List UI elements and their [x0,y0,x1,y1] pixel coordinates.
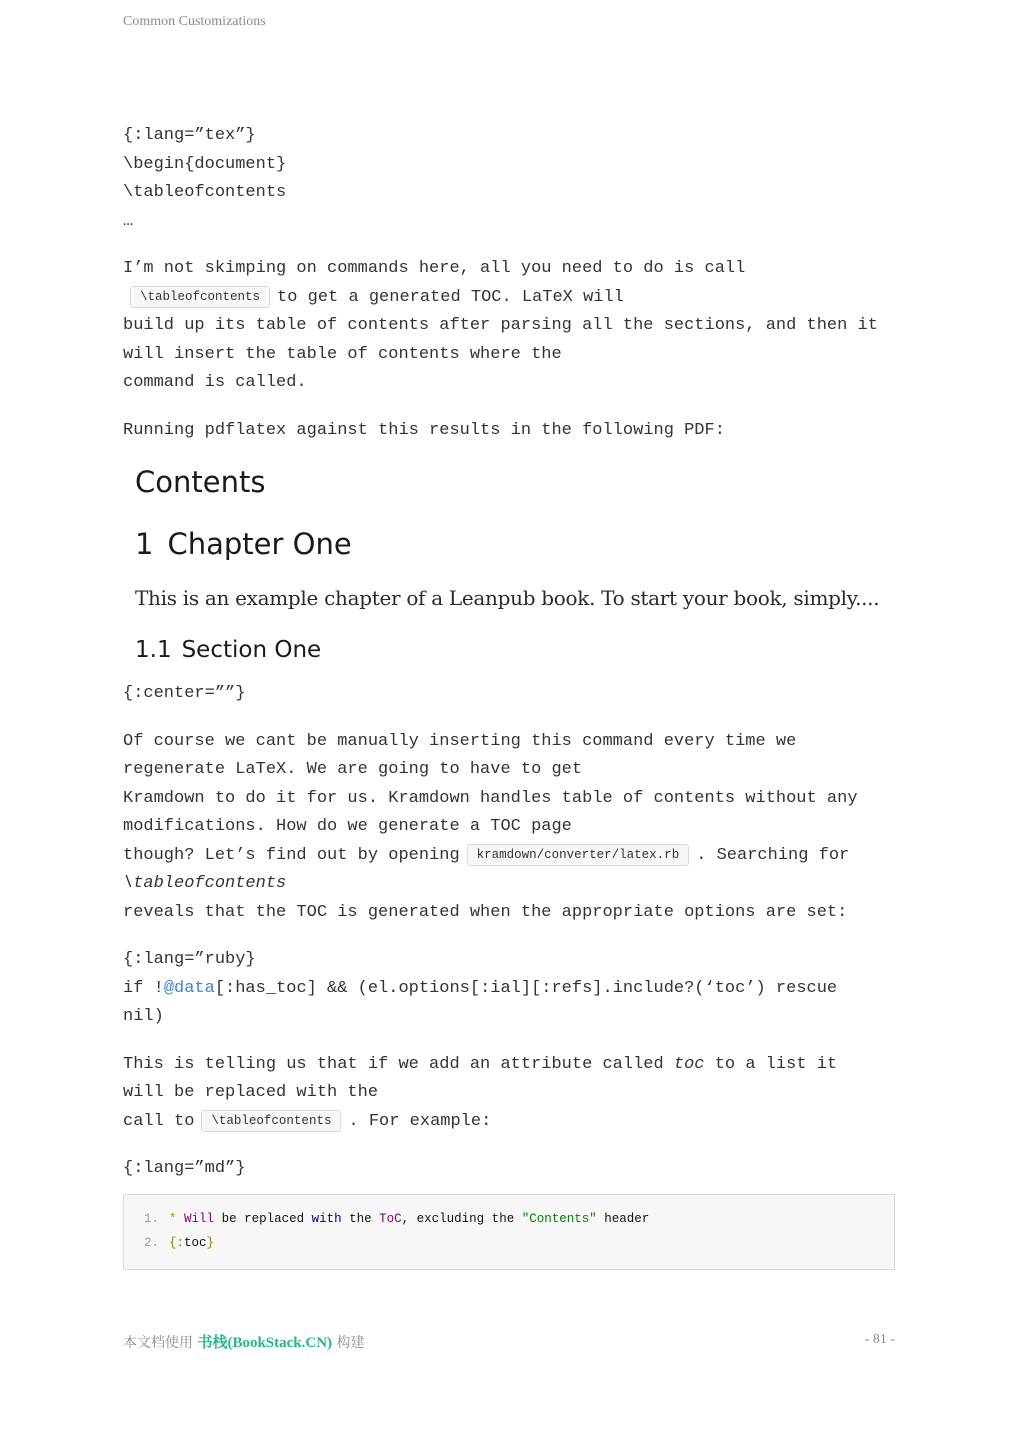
text-fragment: This is telling us that if we add an attribute called [123,1054,664,1074]
code-token: be replaced [221,1211,305,1226]
code-token: toc [184,1235,207,1250]
bookstack-link[interactable]: 书栈(BookStack.CN) [197,1335,333,1351]
pdf-chapter-body: This is an example chapter of a Leanpub book. To start your book, simply.... [135,586,880,610]
pdf-chapter-number: 1 [135,527,154,561]
text-line [123,1051,895,1080]
footer-prefix: 本文档使用 [123,1335,193,1351]
text-line: nil) [123,1007,164,1026]
text-fragment: . For example: [348,1111,492,1131]
page-content [123,122,895,1270]
pdf-section-number: 1.1 [135,637,172,663]
inline-code: kramdown/converter/latex.rb [467,844,690,866]
italic-word: toc [673,1054,705,1074]
page-number: - 81 - [864,1332,895,1347]
text-fragment: if ! [123,978,164,998]
md-attribute: {:lang=”md”} [123,1159,246,1178]
text-line: … [123,211,134,231]
pdf-contents-heading: Contents [135,465,266,499]
text-fragment: to a list it [714,1054,838,1074]
text-fragment: though? Let’s find out by opening [123,845,460,865]
footer-suffix: 构建 [336,1335,365,1351]
text-line: reveals that the TOC is generated when the appropriate options are set: [123,902,848,922]
text-line: Kramdown to do it for us. Kramdown handles table of contents without any [123,788,858,808]
code-token: * [169,1211,177,1226]
text-line [123,284,895,313]
text-line: {:lang=”ruby} [123,950,256,969]
text-fragment: to get a generated TOC. LaTeX will [277,287,624,307]
inline-code: \tableofcontents [130,286,270,308]
ruby-snippet [123,946,895,1032]
text-line: regenerate LaTeX. We are going to have to get [123,760,583,779]
code-block [123,1194,895,1270]
inline-code: \tableofcontents [201,1110,341,1132]
pdf-chapter-heading [135,526,895,562]
line-number: 1. [144,1211,160,1226]
line-number: 2. [144,1235,160,1250]
italic-text-line: \tableofcontents [123,874,287,893]
paragraph-kramdown [123,728,895,928]
text-line: build up its table of contents after parsing all the sections, and then it [123,316,878,335]
tex-attribute-block [123,122,895,236]
code-token: {: [169,1235,185,1250]
text-line: modifications. How do we generate a TOC page [123,817,572,836]
text-line: I’m not skimping on commands here, all you need to do is call [123,259,746,278]
pdf-chapter-title: Chapter One [167,527,352,561]
paragraph-tableofcontents [123,255,895,398]
text-line: will be replaced with the [123,1083,379,1102]
text-line [123,1108,895,1137]
paragraph-pdflatex: Running pdflatex against this results in the following PDF: [123,420,725,440]
text-line [123,975,895,1004]
text-line: command is called. [123,373,307,392]
center-attribute: {:center=””} [123,684,246,703]
code-token: , excluding the [401,1211,515,1226]
pdf-preview-image [135,464,895,666]
code-token: with [311,1211,342,1226]
text-line: \begin{document} [123,154,287,174]
code-token: } [206,1235,215,1250]
text-fragment: call to [123,1111,195,1131]
text-line [123,842,895,871]
data-link[interactable]: @data [163,978,215,998]
text-line: {:lang=”tex”} [123,126,256,145]
running-head: Common Customizations [123,14,266,29]
code-token: ToC [379,1211,402,1226]
code-token: Will [184,1211,215,1226]
code-token: "Contents" [521,1211,597,1226]
code-token: the [349,1211,372,1226]
code-token: header [604,1211,650,1226]
text-fragment: [:has_toc] && (el.options[:ial][:refs].include?(‘toc’) rescue [214,978,838,998]
text-line: Of course we cant be manually inserting this command every time we [123,731,797,751]
text-line: will insert the table of contents where the [123,344,562,364]
text-line: \tableofcontents [123,183,287,202]
code-line [124,1231,894,1255]
pdf-section-heading [135,634,895,666]
text-fragment: . Searching for [696,845,850,865]
paragraph-toc-attribute [123,1051,895,1137]
pdf-section-title: Section One [181,637,322,663]
code-line [124,1207,894,1231]
footer-credit [123,1331,365,1352]
